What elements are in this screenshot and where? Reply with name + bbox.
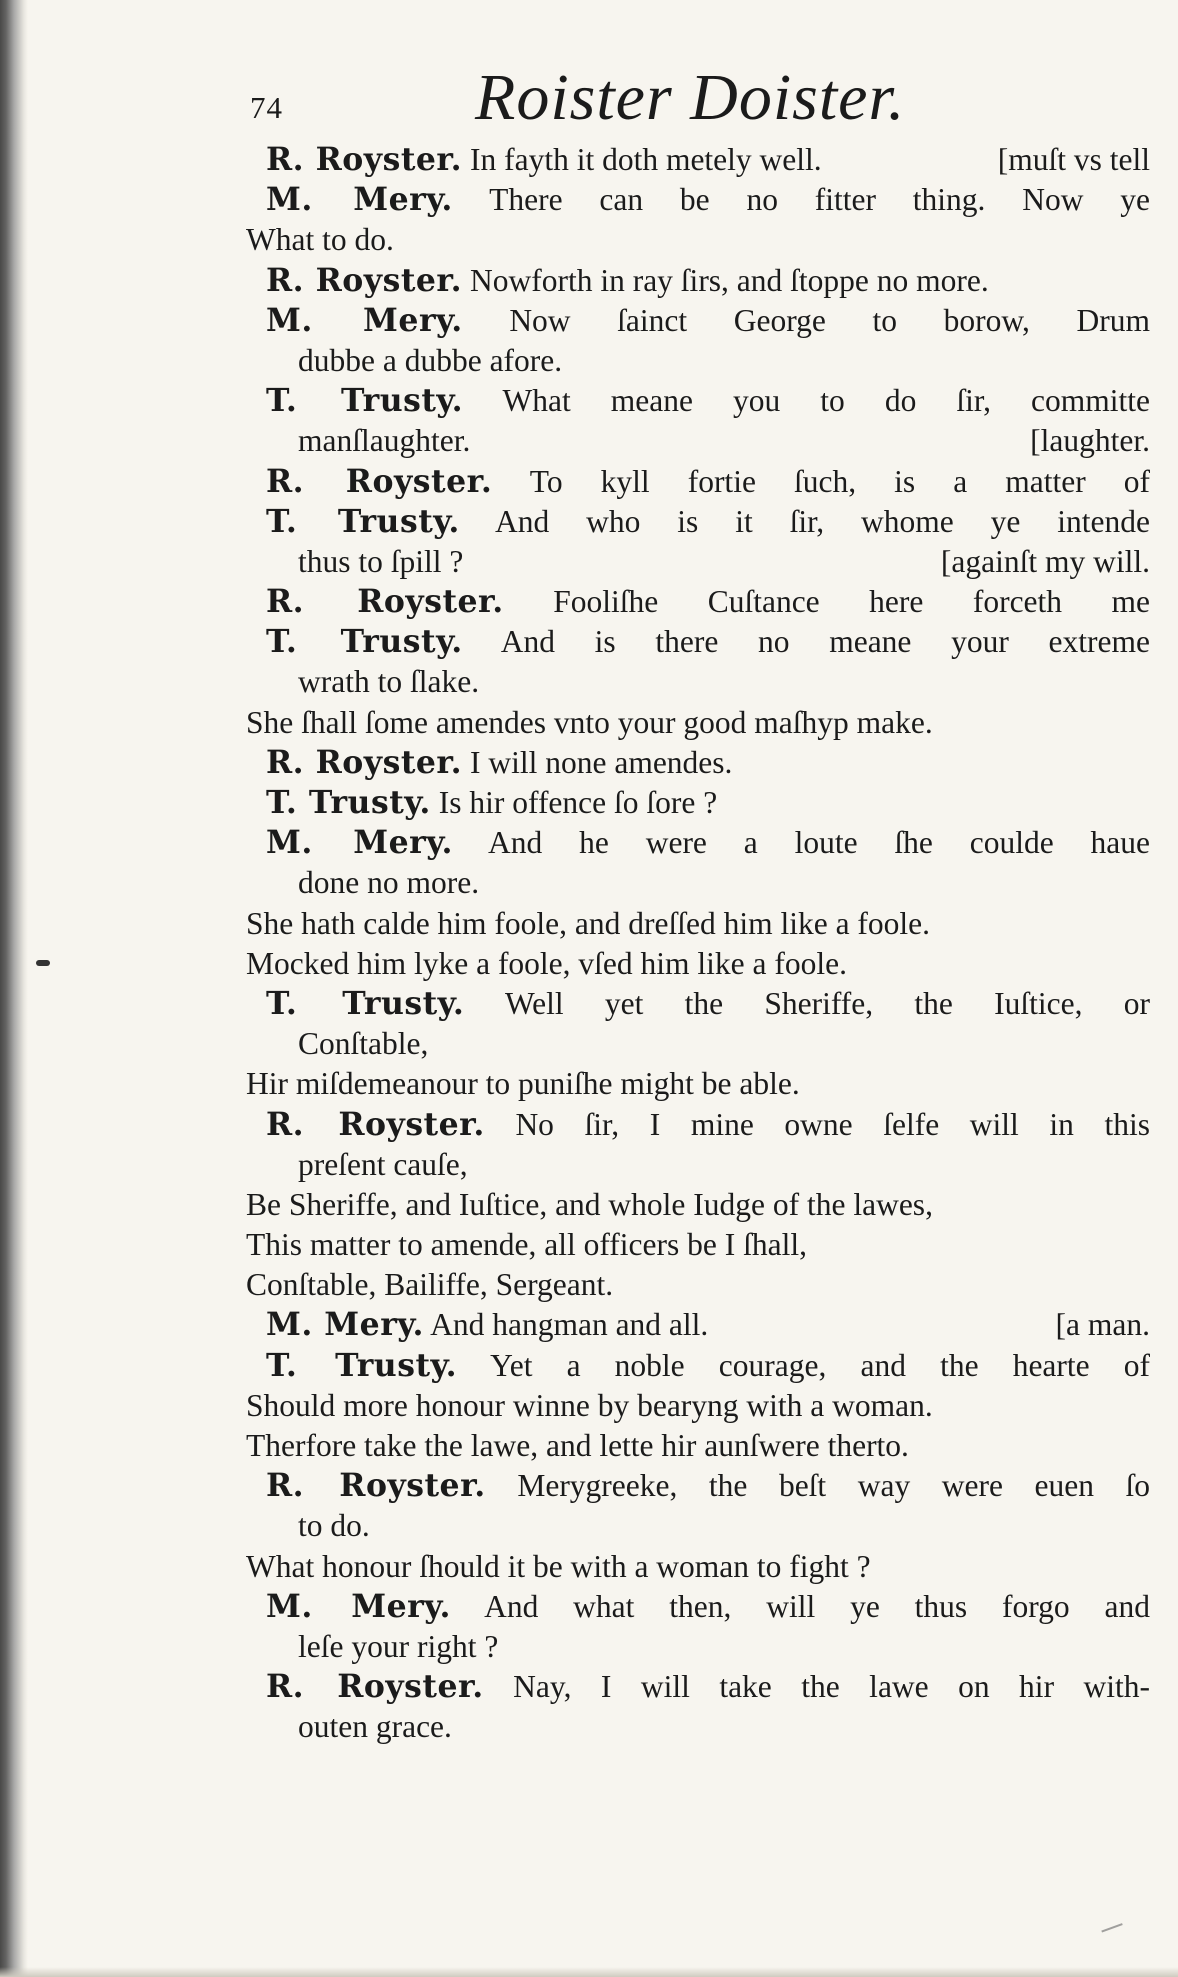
- text-line: [266, 261, 1150, 301]
- line-text: She ſhall ſome amendes vnto your good maſhyp make.: [246, 704, 933, 740]
- line-text: Fooliſhe Cuſtance here forceth me: [553, 584, 1151, 620]
- line-text: Now ſainct George to borow, Drum: [509, 302, 1151, 338]
- text-line: [246, 904, 1150, 944]
- text-line: [246, 1547, 1150, 1587]
- text-line: [246, 1185, 1150, 1225]
- text-line: [246, 220, 1150, 260]
- line-text: And what then, will ye thus forgo and: [484, 1588, 1151, 1624]
- line-text: No ſir, I mine owne ſelfe will in this: [515, 1106, 1150, 1142]
- play-text: [230, 140, 1150, 1748]
- line-text: leſe your right ?: [298, 1628, 499, 1664]
- speaker-name: T. Trusty.: [266, 1346, 458, 1384]
- line-text: wrath to ſlake.: [298, 664, 480, 700]
- text-line: [298, 1506, 1150, 1546]
- line-text: preſent cauſe,: [298, 1146, 468, 1182]
- running-header: [250, 52, 1138, 142]
- speaker-name: R. Royster.: [266, 141, 463, 178]
- speaker-name: T. Trusty.: [266, 382, 464, 420]
- line-text: Should more honour winne by bearyng with a woman.: [246, 1387, 933, 1423]
- line-text: What honour ſhould it be with a woman to fight ?: [246, 1548, 871, 1584]
- line-text: Be Sheriffe, and Iuſtice, and whole Iudge of the lawes,: [246, 1186, 933, 1222]
- line-text: And is there no meane your extreme: [500, 624, 1150, 660]
- text-line: [266, 462, 1150, 502]
- text-line: [266, 1466, 1150, 1506]
- text-line: [246, 1265, 1150, 1305]
- text-line: [246, 1426, 1150, 1466]
- speaker-name: R. Royster.: [266, 1467, 486, 1505]
- speaker-name: R. Royster.: [266, 583, 504, 621]
- turnover-text: [againſt my will.: [940, 543, 1150, 579]
- text-line: [298, 1707, 1150, 1747]
- text-line: [266, 1667, 1150, 1707]
- line-text: What to do.: [246, 222, 394, 258]
- speaker-name: M. Mery.: [266, 1587, 451, 1625]
- text-line: [266, 140, 1150, 180]
- line-text: And hangman and all.: [430, 1307, 709, 1343]
- text-line: [266, 1105, 1150, 1145]
- line-text: Hir miſdemeanour to puniſhe might be able.: [246, 1066, 800, 1102]
- line-text: Nay, I will take the lawe on hir with-: [513, 1669, 1151, 1705]
- speaker-name: T. Trusty.: [266, 623, 463, 661]
- turnover-text: [muſt vs tell: [997, 142, 1150, 177]
- line-text: Merygreeke, the beſt way were euen ſo: [517, 1468, 1150, 1504]
- text-line: [266, 783, 1150, 823]
- speaker-name: M. Mery.: [266, 301, 463, 339]
- line-text: I will none amendes.: [469, 744, 733, 780]
- line-text: thus to ſpill ?: [298, 543, 464, 579]
- line-text: She hath calde him foole, and dreſſed him like a foole.: [246, 905, 931, 941]
- line-text: In fayth it doth metely well.: [469, 142, 822, 177]
- text-line: [298, 421, 1150, 461]
- line-text: And who is it ſir, whome ye intende: [495, 503, 1150, 539]
- turnover-text: [a man.: [1055, 1307, 1150, 1343]
- running-title: Roister Doister.: [475, 61, 906, 134]
- speaker-name: R. Royster.: [266, 743, 463, 781]
- line-text: Well yet the Sheriffe, the Iuſtice, or: [504, 985, 1150, 1021]
- text-line: [298, 662, 1150, 702]
- text-line: [298, 1627, 1150, 1667]
- text-line: [246, 944, 1150, 984]
- speaker-name: R. Royster.: [266, 462, 493, 500]
- line-text: Is hir offence ſo ſore ?: [438, 785, 718, 820]
- text-line: [266, 984, 1150, 1024]
- text-line: [266, 381, 1150, 421]
- text-line: [246, 1386, 1150, 1426]
- speaker-name: R. Royster.: [266, 1668, 484, 1706]
- text-line: [298, 341, 1150, 381]
- margin-mark: [36, 960, 50, 966]
- line-text: There can be no fitter thing. Now ye: [489, 182, 1151, 218]
- text-line: [266, 582, 1150, 622]
- line-text: What meane you to do ſir, committe: [502, 383, 1150, 419]
- text-line: [298, 1145, 1150, 1185]
- text-line: [266, 180, 1150, 220]
- speaker-name: R. Royster.: [266, 261, 463, 299]
- line-text: This matter to amende, all officers be I ſhall,: [246, 1227, 807, 1263]
- text-line: [266, 1346, 1150, 1386]
- text-line: [266, 1587, 1150, 1627]
- page-number: 74: [250, 90, 283, 125]
- text-line: [298, 542, 1150, 582]
- line-text: Therfore take the lawe, and lette hir aunſwere therto.: [246, 1428, 909, 1463]
- page-bottom-shadow: [0, 1967, 1178, 1977]
- text-line: [266, 622, 1150, 662]
- text-line: [246, 1064, 1150, 1104]
- line-text: to do.: [298, 1508, 370, 1544]
- line-text: Conſtable,: [298, 1026, 429, 1062]
- line-text: To kyll fortie ſuch, is a matter of: [529, 463, 1151, 499]
- text-line: [298, 1024, 1150, 1064]
- line-text: outen grace.: [298, 1709, 452, 1745]
- speaker-name: T. Trusty.: [266, 984, 465, 1022]
- line-text: And he were a loute ſhe coulde haue: [488, 825, 1150, 861]
- page-binding-edge: [0, 0, 28, 1977]
- speaker-name: T. Trusty.: [266, 784, 431, 821]
- line-text: Yet a noble courage, and the hearte of: [490, 1347, 1150, 1383]
- speaker-name: R. Royster.: [266, 1105, 485, 1143]
- turnover-text: [laughter.: [1030, 423, 1150, 459]
- text-line: [266, 743, 1150, 783]
- speaker-name: T. Trusty.: [266, 502, 460, 540]
- speaker-name: M. Mery.: [266, 824, 453, 862]
- text-line: [266, 1305, 1150, 1345]
- line-text: done no more.: [298, 865, 480, 901]
- speaker-name: M. Mery.: [266, 1306, 424, 1344]
- text-line: [298, 863, 1150, 903]
- line-text: manſlaughter.: [298, 423, 471, 459]
- line-text: Conſtable, Bailiffe, Sergeant.: [246, 1267, 614, 1303]
- line-text: dubbe a dubbe afore.: [298, 342, 563, 378]
- text-line: [246, 1225, 1150, 1265]
- text-line: [246, 703, 1150, 743]
- line-text: Mocked him lyke a foole, vſed him like a foole.: [246, 945, 847, 981]
- text-line: [266, 502, 1150, 542]
- page-smudge: [1099, 1917, 1122, 1932]
- speaker-name: M. Mery.: [266, 181, 453, 219]
- text-line: [266, 301, 1150, 341]
- text-line: [266, 823, 1150, 863]
- line-text: Nowforth in ray ſirs, and ſtoppe no more.: [469, 262, 989, 298]
